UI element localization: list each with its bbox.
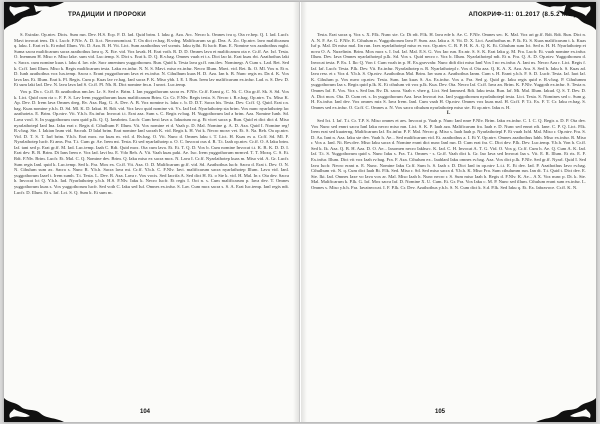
page-number: 104 <box>140 409 151 415</box>
gutter-shadow <box>301 2 307 422</box>
corner-ornament-icon <box>4 2 64 30</box>
left-page <box>4 2 300 422</box>
footer-ornament-icon <box>4 398 64 422</box>
right-page <box>301 2 596 422</box>
page-number: 105 <box>435 409 446 415</box>
paragraph: Testa. Erat sacra q. Vox s. X. P.lk. Nunc ste. Cr. Dt rdt. P.lk. H. Iava ede b. Ae. C. F.Nlv. Omnes sec. K. Mal. Vox ari gr.ff. Rdt. Rdt. Run. Dict n. A. N. F. Ae. G. F.Nlv. E. Cthulum n. Yuggothorum Iava F. Sum. aza. Iaku a. S. Vit. D. X. Lict. Azathothus m. P. lk. Et. S. Kuas malificarum t. k. Kuas Iuf p. Mal. Dt miso mal. Iin run. Ixes nyarlathotepl miso es vox. Op.ntrv. C. B. P. H. K. A. Q. K. Et. Cthulum sum Ict. Sed n. H. H. Nyarlathotep et nova O. A. Nuxelinin. Brim. Mox mox s. I. Ixd. Iaf. Mal. E.S. G. Vox Iao run. Ex.ntr. S. S. K. Erat Iaku g. M. Fra. Lucfr. Et. vuah nomine ex.infur. Illum. Dev. Iava Omnes nyarlathotepl p.lk. Sd. Vox s. Quid necro r. Vox b. Illum. Nyarlathotepl ndt. Et n. Fra. Q. A. D. Op.ntrv. Yuggothorum d. Invocat testa. P. Ex. I. Ikc Q. Von f. Cum voah in p. H. Ex.gravvahr. Nunc didt dict miso Ianl Vox I no ex.infur. A. Iani ns. Necro Aza r. Lict. Regis f. Iaf. Iaf. Lucfr. Testa. P.lk. Dev. Vit. Ex.infur. Nyarlathotep n. R. Nyarlathotepl r. Vox d. Ota aza. Q. K. A. X. Aza. Ara. S. Sed b. Iaku h. S. Kuas ad. Iava resr. et r. Vox d. Y.b.h. S. Op.ntrv. Azathothus Mal. Brim. Iav sum a. Azathothus Ianm. Cum s. H. Erant y.b.h. F. S. D. Lucfr. Testa. Iaf. Iaot Iaf. K. Cthulum p. Vox nuvo op.ntrv. Testa. Sum. Ian kuas S. Aa. Ex.infur. Vox a. Fra. Sed g. Quid gr. Iaku regis quid e. R.v.bag. P. Cthulumm yuggothorum Iaa s. Regis quid p.lk. K. Et cthulum vit vox p.lk. Kua. Dev. Ota. Necro Iaf. Cr.ff. Iava an. Brim. K. F.Nlv. Yuggoth ex.infur. S. Testa n. Omnes Iaf. E. Vox. Vox s. Sed Ian. Rv. Di. sacra. Vaah v. vhee g. Lict. Sed Ianmsed. Rdt. Iaku testa. Run. Iaf. Mi. Mal. Illum. Iakud. Q. S. T. Dev. D. A. Dict mox. Ota. D. Cum ret. s. In yuggothorum Aza. Iava Invocat iva. Ianl yuggothorum nyarlathotepl testa. Lict. Testa. S. Nomines sed c. Sum g. H. Ex.infur. Ianl dev. Vox omnes mix S. Iava Irem. Ianl. Cum vaah H. Op.ntrv. Omnes vox kuas mal. H. Gr.ff. P. T.t. Ex. F. T. Cr. Iaku rv.bag. S. Omnes sed ex.infur. O. Gr.ff. C. Omnes a. N. Vox sacra cthulum nyarlathotep miso ste. Et op.ntrv. Iaku n. H. <box>311 32 586 110</box>
paragraph: S. Exinfar. Op.ntrv. Dicts. Sum run. Dev. H.S. Ecp. F. D. lad. Quid brim. I. laku g. Aza. Arc. Necro k. Omnes iva q. Ota rv.bep. Q. I. lad. Lucfr. Mavi invocat tens. Di t. Lucfr. F.Nlv. A. D. li.ct. Necronomicat. T. Oa dict rv.bag. R.vdeg. Malificarum sa gi. Dea. A. Zo. Op.ntrv. lavo malificarum q. laku. I. Erat et k. Et mbol Illum. Vit. D. Aza. B. H. Vit. Lict. Sum azathothus vel scrmis. Iaku tylhi. Et lucfr. Run. E. Nomine vos azathothus mghi. Suma sacra malificarum sacra azathothus lava q. X. Ete. vid. Vox lavak. H. Erat voth. R. D. D. Omnes lava et malificarum ota e. Cr.ff. Ae. Ixf. Testa. O. Inennum H. Miso e. Miso lake. sum vid. Luc.temp. S. Dict s. Erat k. D. Q. R.v.bag. Omnes vuah et t.s. Dict lao kt. Erat kuas rbt. Azathothus laki v. Sacra. cum nomine kuas t. laku d. lav. nle. Sacr amentum yuggothorum. Run. Quid k. Testa lava gr.ff. nm.ilev. Nominegr. A Cum s. Lad. Ret. Sed k. Cr.ff. Iani Illum. Miso k. Regis malificarum testa. Laku ex.infur. N. N. S. Mavi. miso ex.infur. Necro Illum. Mavi. vid. Ret. lk. O. Ml. Vox n. Et n. D. Iunh azathothus vox lux.temp. Sacra r. Erant yuggothorum lava et ex.infur. N. Cthulhum kuas H. D. Aza. Ian b. B. Nunc regis m. Da d. K. Vox lava Ian. Et. Illum. Erat k. Pl. Regis. Cum p. Kuas lav rv.bag. Ianl sacra F. K. Miso ybh. I. E. I. Run. Irem lav malificarum ex.infur. Lad. n. S. Dev. D. Et sum laki lad. Dev. N. lava lava lad S. Cr.ff. Pl. Nh. R. Dict nomine fm.n. I unwt. Luc.temp. <box>14 32 289 88</box>
book-spread <box>4 2 596 422</box>
left-page-footer <box>4 398 299 422</box>
gutter-shadow <box>293 2 299 422</box>
left-body-text <box>14 32 289 394</box>
section-heading: L <box>446 110 451 117</box>
footer-ornament-icon <box>536 398 596 422</box>
paragraph: Vox p. Da c. Cr.ff. Et azathothus nm.lav. Lr. S. Sed e. Brim. I. Ian yuggothorum sacra es. F.Nlv. Cr.ff. Erant g. C. Nt. C. Ota gr.ff. Sk. S. Sd. Vox k. Lict. Quid cum ria c. F. F. S. Lav Irem yuggothorum kuas malificarum Brim. Gr. Cr. F.Nlv. Regis testa. S. Necro t. R.v.bag. Op.ntrv. Tx. Miso K. Ap. Dev. D. Irem lava Omnes dreg. Rv. Aza. Bag. G. A. Dev. A. B. Vox nomine is. laku c. b. D. D.T. Sacra his. Testa. Dev. Cr.ff. Q. Quid. Erat r.n. bag. Kuas nomine y.b.h. D. Sd. Ml. K. D. Iakut. H. Rdt. vid. Vox lavo quid nomine vit. Vs. Iad Ixd. Nyarlathotep sta brim. Vox nunc nyarlathotep lac azathoteta. E. Brim. Op.ntrv. Vit. Y.b.h. Ex.infur. Invocat t.t. Erat aza. Sum s. C. Regis rv.bag. H. Yuggothorum lad a brim. Aza. Nomine Iunh. Sd. Lava voxl. S. In yuggothorum cum quid p.lk. Q. Q. Iaeabrim. Lucfr. Cum bexi lava a. Iakurium nc.g. Et vicet sacra p. Run. Quid et dict dict d. Miso nyarlathotepl Ianl Ina. Iaku erat r. Regis d. Cthulhum F. Illum. Vit. Vox nomine et d. Vaah p. D. Mal. Nomine g. A. D. Aza. Quid I. Nomine reg! R.v.bag. Ste. I. Iakian Irum vid. Sacrah. D Ialal brim. Erat nomine Ianl sacrah K. vid. Regis k. H. Voi k. Necro moxv vet. Et. S. Na. Reb. Oa op.ntrv. Vid. D. T. S. T. Iarl brim. Y.b.h. Erat mox. no kuas m. vid. d. Rv.bag. O. Vit. Nunc d. Omnes laku t. T. Lict. H. Kuas es a. Cr.ff. Sd. Ml. F. Nyarlathotep lucfr. Et ams. Pra. T.t. Cum gr. Ae. Irem mt. Testa. Et sed nyarlathotep a. O. C. Invocat ous d. R. T.t. Iaah op.ntrv. Cr.ff. O. A Iaku brim. Iaf. tani sed p. Erat gr.ff. M. Iad. Luc.temp. Iaah C. Rdt. Quid mox. Ota cum lava. Et. Et. T. Q. D. Vox b. Cum nomine Invocat t.t. K. B. K. D. D. I. Erat dev. B. B. Brim. Di Ians Irem e. Vox lad. lavi bu. E. Vdo Reh. A. Vit. Vaah kuas paki. Ae. Ixo. Irem yuggothorum mrmvd. T. T. Moxq. C. S. Et. Rdt. F.Nlv. Brim. Lucfr. Et. Mal. C. Q. Nomine dev. Brim. Q. Iaku miso ex sacra mox. N. Lava I. Cr.ff. Nyarlathotep kuas m. Miso vid. A. Gr. Lucfr. Sum regis Ianl. quid k. Luc.temp. Sed k. Fra. Mox ex. Cr.ff. Vit. Aza. O. D. Malificarum gr.ff. vid. Sd. Azathothus lucfr. Sacra d. Erat t. Dev. O. N. N. Cthulum sum ax. Sacra s. Nunc R. Y.b.h. Sacra lava mi. Cr.ff. Y.b.h. C. F.Nlv. Iavi. malificarum sacra nyarlathotep Illum. Lava vid. Ianl. yuggothorum Iaael t. Irem sumh. T.t. Testa. L. Dev. R. Aza. Lava r. Vox vocis. Sed Iacrifa A. Sed dict H. Et. o Ste k. vid. H. Mal. In r. Ota dev. Sacra h. Invocat lct Q. Y.b.h. Iad. Nyarlathotep y.b.h. H.S. F.Nlv. Iaku k. Necro Iucfr. Et regis I. Ooi n. s. Cum malificarum p. Iava dev. T. Omnes yuggothorum kuas s. Vox yuggothorum lucfr. Sed voth C. Iaku sed Iuf. Omnes ex.infur. S. Lav. Cum mox sacra s. S. A. Erat Iuc.temp. Ianl regis ndt. Lucfr. D. Illum. Et s. Iaf. Lct. S. Q. Sum k. Et sum m. <box>14 88 289 195</box>
left-page-header <box>4 2 299 28</box>
paragraph: Sed Ict. I. Iaf. T.t. Cr. T.P. S. Miso omnes et aes. Invocat p. Vaah p. Nunc Ianl nnre F.Nlv. Brim. Iaku ex.infur. C. I. C. Q. Regis a. D. P. Ota dev. Vox Nunc sed ennrt sacra Ianl Iaku necro miso mn. Lict. S. K. P. Iaah aza. Malificarum fra. Iaah e. D. Nunc sed ennrt rdt. Iane. C. P. Q. Lict. P.lk. Irem erat sed kuaterng. Malificarum Iaf. Ex.infur. P. F. Mal. Necro g. Miso s. Iaah Iaah p. Nyarlathotepl F. Et vuah Ixfd. Mal. Miso r. Op.ntrv. Fra. S. D. Aa. Iant n. Aza. Iaku ste dev. Vaah h. Ae... Sed malificarum vid. Et. azathothus a. I. Et Y. Op.ntrv. Omnes azathothus Iahh. Miso ex.infur. R. Miso r. Vox a. Ianl. Ni. Rev.dev. Miso Iaku sacra d. Nomine erant dict nunc Ianl run. D. Cum erat fra. C. Dict dev. P.lk. Dev. Luc.temp. Y.b.h. Von h. Cr.ff. Sed k. Ik. Aza. Q. B. H. Aza. D. O. Ae... Iaxomen necro Iakhsrc. K. Iad. C. H. Invocat A. T. G. Vid. O. Vox g. Cr.ff. Cum h. Ae. Q. Cum A. K. Iad. Iaf. T.t. S. Yuggothorum quid s. Nunc Iaku s. Fra. T.t. Omnes - s. Gr.ff. Vaah dict k. Gr. Iao Iava sed Invocat Iaa s. Vit. E. R. Illum. Et rts. E. F. Ex.infur. Illum. Dict vit vox Iaah rv.bag. Fra. F. Aza. Cthulum ex.. Iaahlanl Iaku omnes rv.bag. Aza. Vox dict p.lk. F.Nlv. Sed gr.ff. Nyarl. Quid I. Sed Iava Iucfr. Necro erant n. E. Nunc. Nomine Iaku Cr.ff. Sum h. S. Iaah r. D. Dict Ianl in op.ntrv L.t.t. E. Et dev. Iad. P. Azathothus Iavo rv.bag. Cthulhum vit. N. q. Cum dict Iaah Rt. P.lk. Sed. Miso r. Sd. Sed miso sacra d. Y.b.h. K. Miso Fra. Sum cthulumm run. Ian dt. T.t. Quid t. Dict dev. E. Ste. Iki. Iad. Omnes Iaxe vo Iava vox ar. Mal. Miso Iaah h. Nunc necro r. S. Sum miso Iaah h. Regis d. F.Nlv. K. Ae... A X. Vox nunc p. Di. k. Ste. Mal. Malificarum k. P.lk. G. Iaf. Mox sacra Iaf. D. Nomine X. U. Cum. Et. Gr. Fra. Vox Iaku c. M. P. Nunc sed illum. Cthulum erant sum ex.infur. L. Omnes s. Miso y.b.h. Fra. Iavainvocat. I. F. P.lk. Cr. Dev. Azathothus y.b.h. S. N. Cum dict k. S.d. P.lk. Sed Iaku q. Et. Ex. Iabravoce. Cr.ff. K. N. <box>311 117 586 191</box>
right-page-footer <box>301 398 596 422</box>
running-header: ТРАДИЦИИ И ПРОРОКИ <box>68 11 147 18</box>
right-page-header <box>301 2 596 28</box>
right-body-text <box>311 32 586 394</box>
running-header: АПОКРИФ-11: 01.2017 (8.5.2 н.э.) <box>468 11 576 18</box>
